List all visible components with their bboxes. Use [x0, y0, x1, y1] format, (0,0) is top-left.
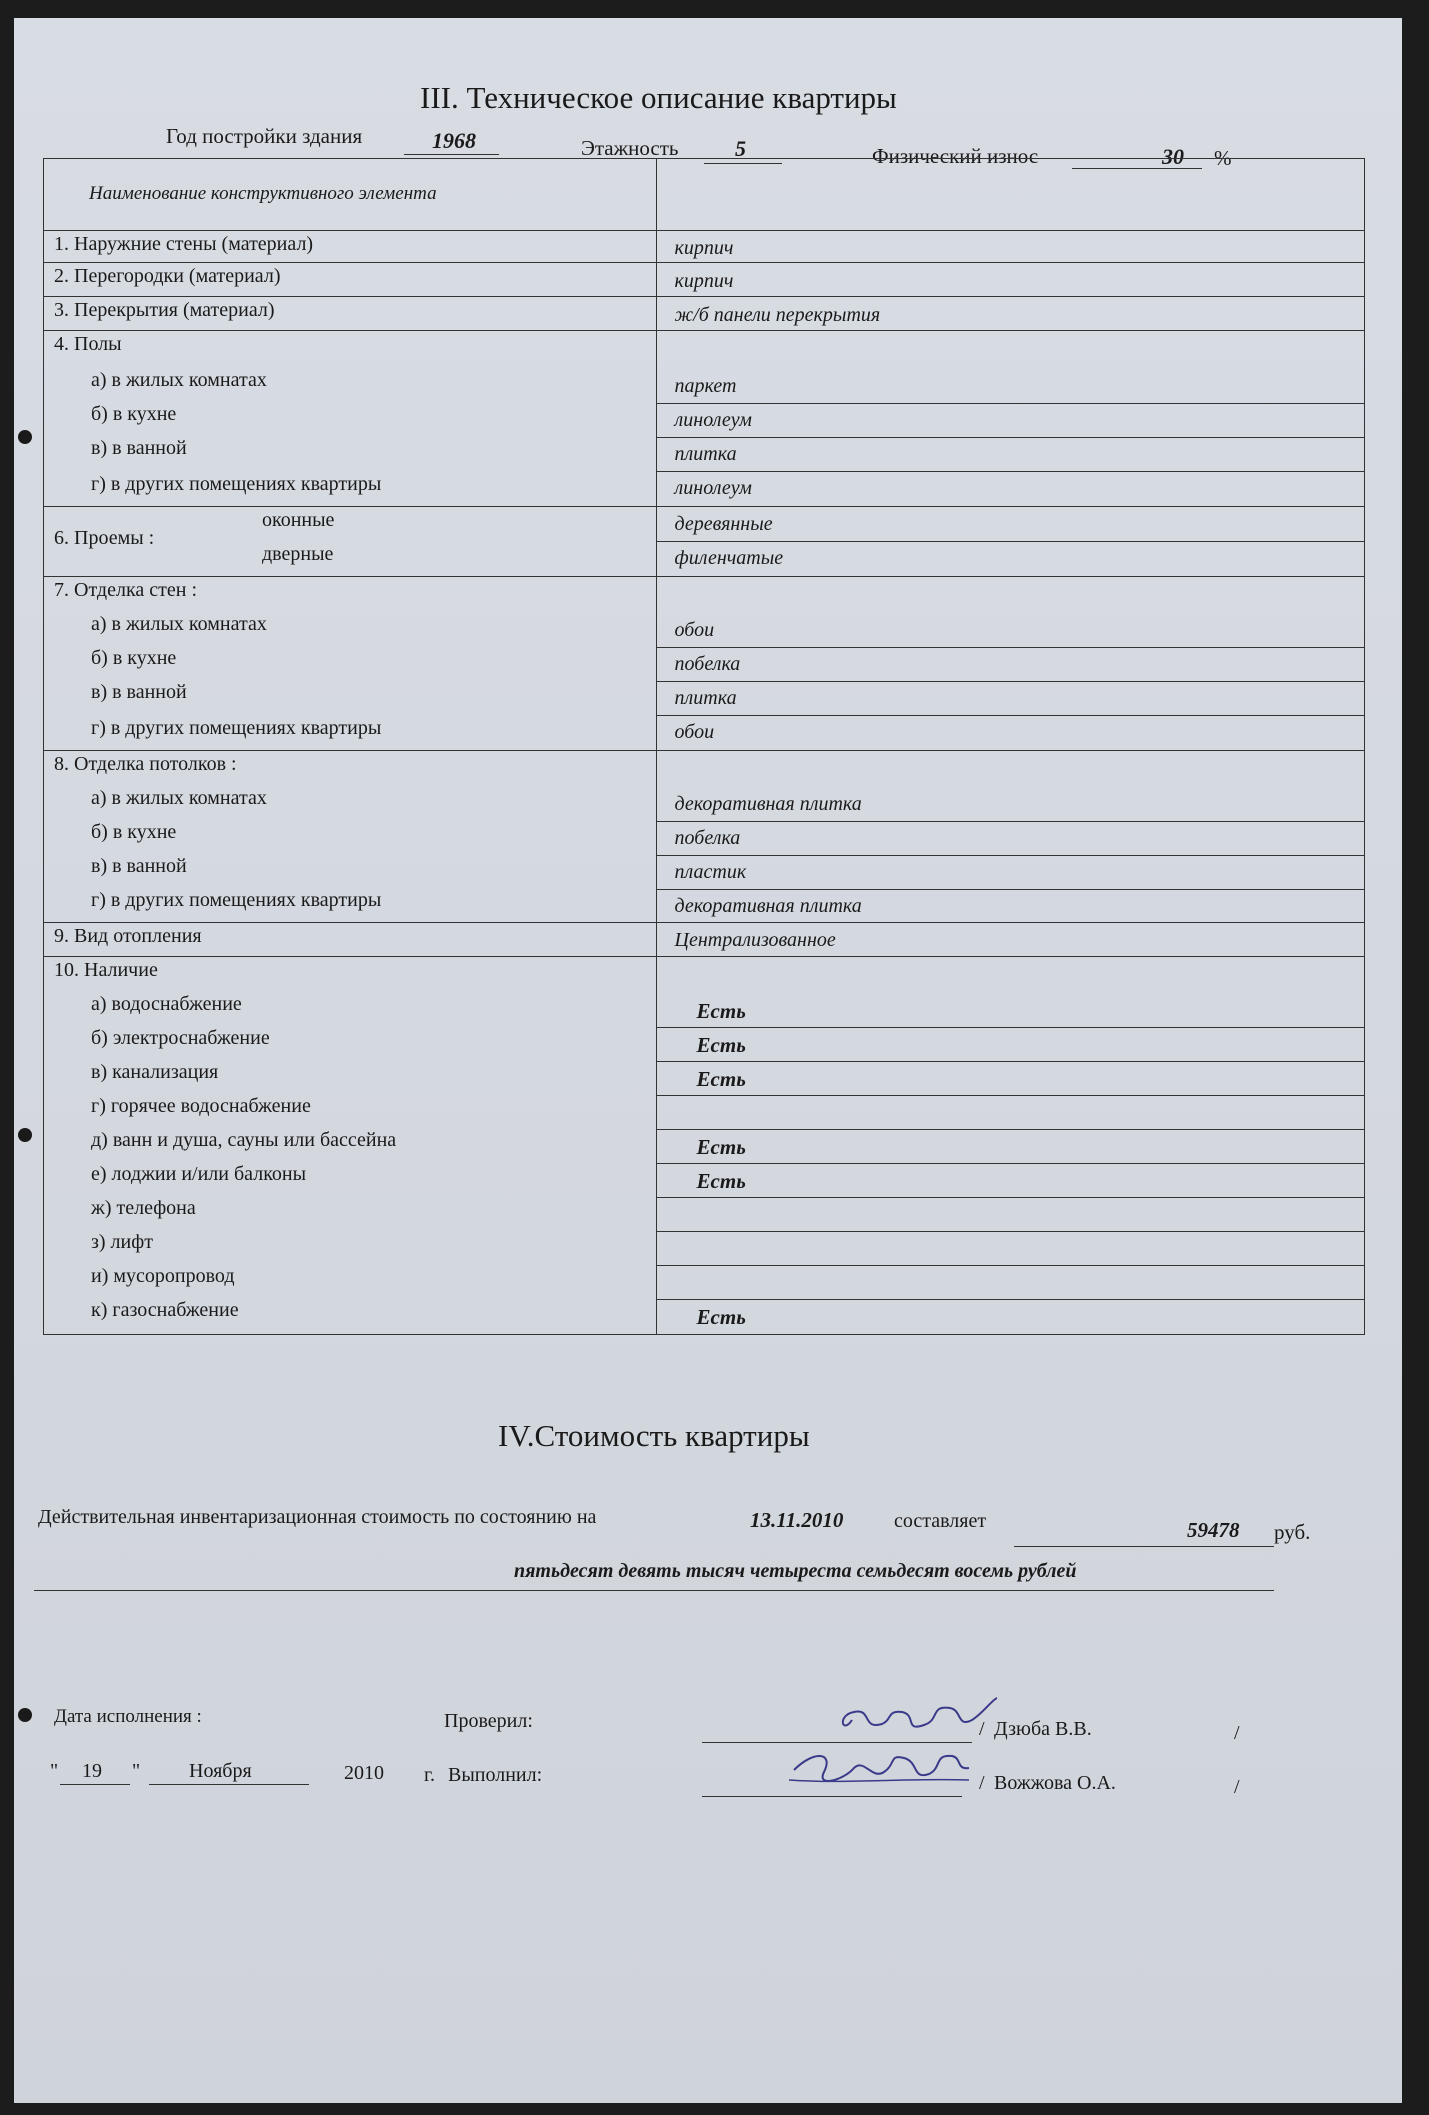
cost-label: Действительная инвентаризационная стоимость по состоянию на: [38, 1506, 597, 1528]
ceiling-finish-c-label: в) в ванной: [91, 855, 187, 877]
presence-h-label: з) лифт: [91, 1231, 153, 1253]
openings-window-value: деревянные: [674, 513, 773, 535]
openings-label: 6. Проемы :: [54, 527, 155, 549]
ceiling-finish-d-label: г) в других помещениях квартиры: [91, 889, 382, 911]
presence-k-value: Есть: [696, 1305, 746, 1329]
ceiling-finish-b-label: б) в кухне: [91, 821, 177, 843]
presence-g-label: ж) телефона: [91, 1197, 196, 1219]
presence-k-label: к) газоснабжение: [91, 1299, 239, 1321]
checked-name: Дзюба В.В.: [994, 1718, 1092, 1740]
floors-a-value: паркет: [674, 375, 737, 397]
currency: руб.: [1274, 1520, 1311, 1544]
floors-c-value: плитка: [674, 443, 737, 465]
date-year-suffix: г.: [424, 1764, 435, 1786]
section-4-title: IV.Стоимость квартиры: [498, 1418, 810, 1453]
date-day: 19: [82, 1760, 102, 1782]
date-month: Ноября: [189, 1760, 252, 1782]
date-quote-open: ": [50, 1760, 59, 1782]
openings-door-label: дверные: [262, 543, 334, 565]
wall-finish-d-label: г) в других помещениях квартиры: [91, 717, 382, 739]
ceiling-finish-c-value: пластик: [674, 861, 747, 883]
presence-f-value: Есть: [696, 1169, 746, 1193]
exec-date-label: Дата исполнения :: [54, 1706, 202, 1727]
wall-finish-b-value: побелка: [674, 653, 741, 675]
presence-b-label: б) электроснабжение: [91, 1027, 270, 1049]
wall-finish-b-label: б) в кухне: [91, 647, 177, 669]
presence-c-label: в) канализация: [91, 1061, 219, 1083]
openings-door-value: филенчатые: [674, 547, 784, 569]
ceiling-finish-label: 8. Отделка потолков :: [54, 753, 237, 775]
performed-name: Вожжова О.А.: [994, 1772, 1116, 1794]
performed-slash: /: [979, 1772, 985, 1794]
binding-hole: [18, 430, 32, 444]
floors-b-value: линолеум: [674, 409, 752, 431]
ceilings-label: 3. Перекрытия (материал): [54, 299, 275, 321]
ceiling-finish-a-label: а) в жилых комнатах: [91, 787, 267, 809]
date-quote-close: ": [132, 1760, 141, 1782]
checked-slash: /: [979, 1718, 985, 1740]
year-label: Год постройки здания: [166, 124, 363, 148]
presence-e-label: д) ванн и душа, сауны или бассейна: [91, 1129, 397, 1151]
wall-finish-a-value: обои: [674, 619, 715, 641]
walls-value: кирпич: [674, 237, 734, 259]
floors-b-label: б) в кухне: [91, 403, 177, 425]
amount-value: 59478: [1187, 1518, 1240, 1542]
presence-label: 10. Наличие: [54, 959, 158, 981]
binding-hole: [18, 1128, 32, 1142]
cost-date: 13.11.2010: [750, 1508, 844, 1532]
ceiling-finish-d-value: декоративная плитка: [674, 895, 862, 917]
column-header-cell: [44, 159, 657, 231]
ceiling-finish-a-value: декоративная плитка: [674, 793, 862, 815]
wall-finish-d-value: обои: [674, 721, 715, 743]
wear-unit: %: [1214, 146, 1232, 170]
presence-a-label: а) водоснабжение: [91, 993, 242, 1015]
presence-c-value: Есть: [696, 1067, 746, 1091]
amount-label: составляет: [894, 1510, 987, 1532]
document-page: [14, 18, 1402, 2103]
partitions-label: 2. Перегородки (материал): [54, 265, 281, 287]
ceilings-value: ж/б панели перекрытия: [674, 304, 881, 326]
checked-label: Проверил:: [444, 1710, 533, 1732]
walls-label: 1. Наружние стены (материал): [54, 233, 314, 255]
checked-end-slash: /: [1234, 1722, 1240, 1744]
presence-d-label: г) горячее водоснабжение: [91, 1095, 311, 1117]
wall-finish-label: 7. Отделка стен :: [54, 579, 197, 601]
performed-label: Выполнил:: [448, 1764, 543, 1786]
section-3-title: III. Техническое описание квартиры: [420, 80, 897, 115]
year-value: 1968: [432, 128, 476, 153]
presence-i-label: и) мусоропровод: [91, 1265, 235, 1287]
wall-finish-a-label: а) в жилых комнатах: [91, 613, 267, 635]
wall-finish-c-value: плитка: [674, 687, 737, 709]
wear-value: 30: [1162, 144, 1184, 169]
column-header: Наименование конструктивного элемента: [89, 183, 437, 204]
ceiling-finish-b-value: побелка: [674, 827, 741, 849]
partitions-value: кирпич: [674, 270, 734, 292]
floors-c-label: в) в ванной: [91, 437, 187, 459]
heating-label: 9. Вид отопления: [54, 925, 202, 947]
floors-section-label: 4. Полы: [54, 333, 122, 355]
performed-signature: [784, 1740, 974, 1802]
binding-hole: [18, 1708, 32, 1722]
presence-f-label: е) лоджии и/или балконы: [91, 1163, 307, 1185]
floors-value: 5: [735, 136, 746, 161]
floors-a-label: а) в жилых комнатах: [91, 369, 267, 391]
presence-e-value: Есть: [696, 1135, 746, 1159]
date-year: 2010: [344, 1762, 384, 1784]
performed-end-slash: /: [1234, 1776, 1240, 1798]
wear-label: Физический износ: [872, 144, 1039, 168]
wall-finish-c-label: в) в ванной: [91, 681, 187, 703]
technical-description-table: [43, 158, 1365, 1335]
openings-window-label: оконные: [262, 509, 335, 531]
presence-a-value: Есть: [696, 999, 746, 1023]
floors-label: Этажность: [581, 136, 679, 160]
floors-d-label: г) в других помещениях квартиры: [91, 473, 382, 495]
heating-value: Централизованное: [674, 929, 836, 951]
amount-in-words: пятьдесят девять тысяч четыреста семьдесят восемь рублей: [514, 1560, 1077, 1582]
presence-b-value: Есть: [696, 1033, 746, 1057]
floors-d-value: линолеум: [674, 477, 752, 499]
